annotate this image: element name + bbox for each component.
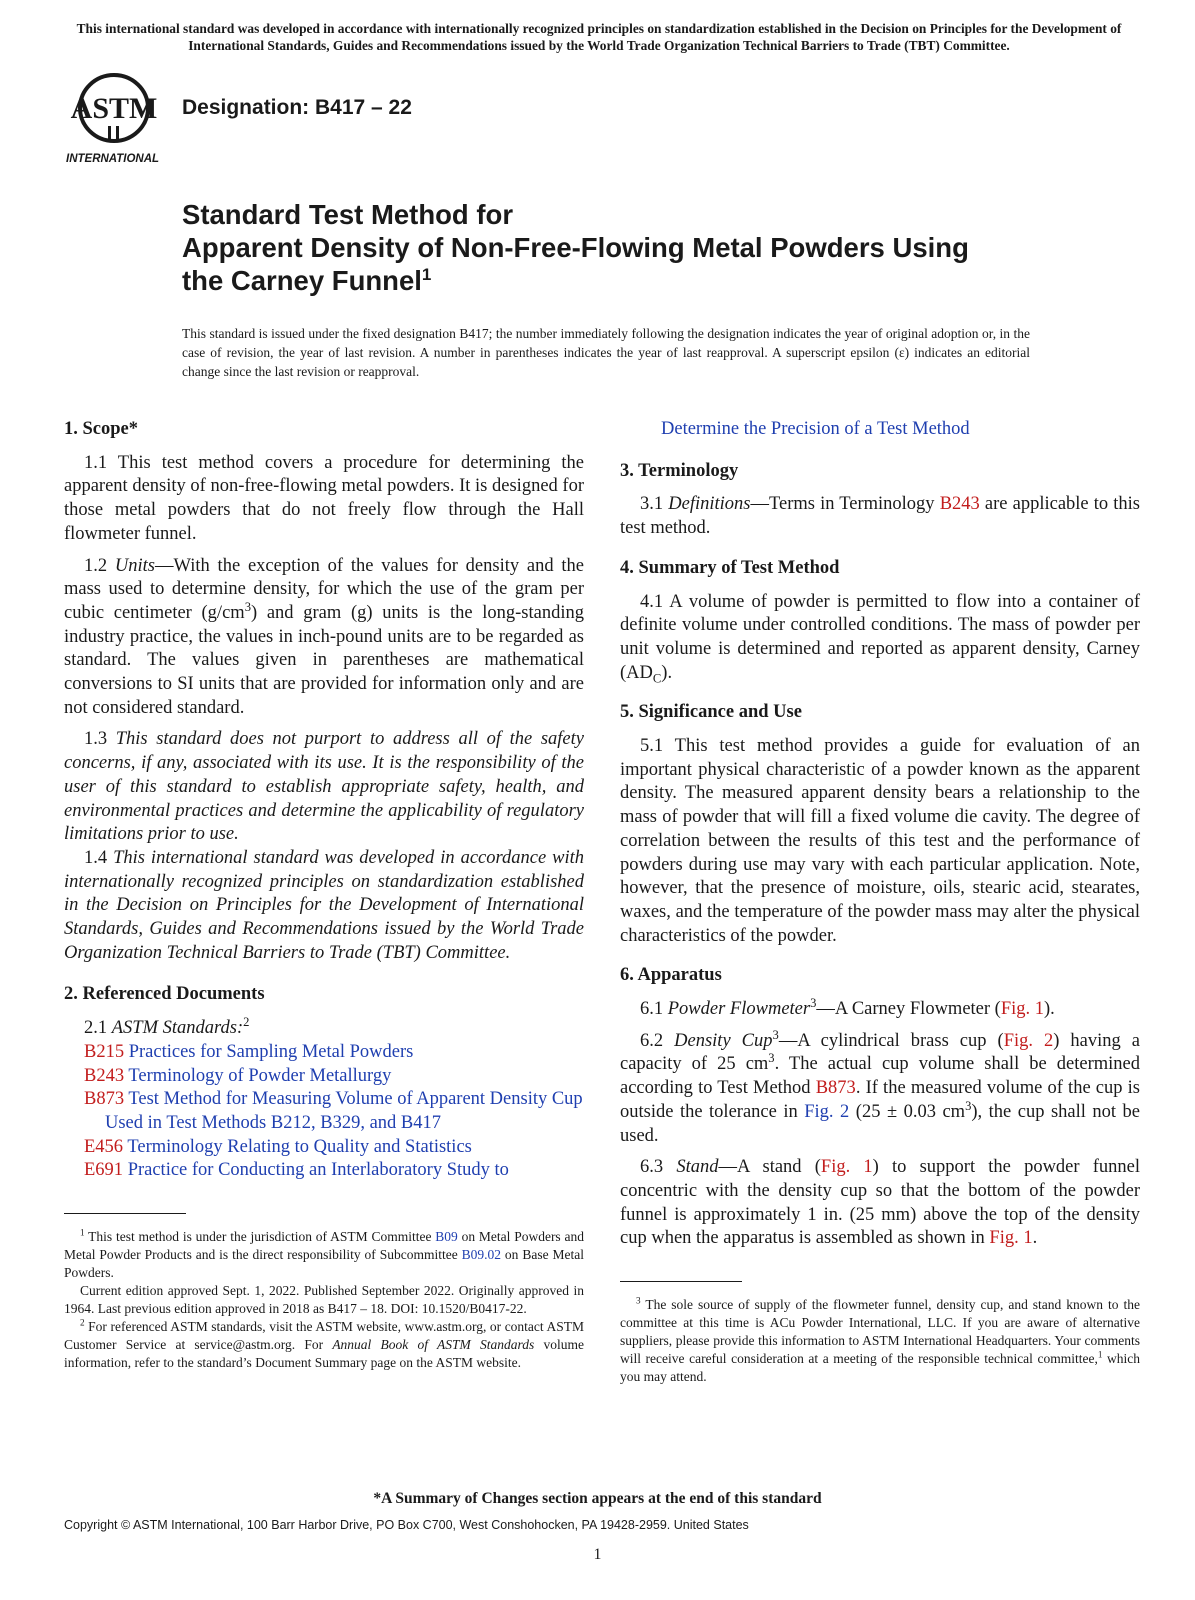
footnote-rule-left: [64, 1213, 186, 1214]
link-b09[interactable]: B09: [435, 1229, 458, 1245]
footnote-2: $^2$ For referenced ASTM standards, visit the ASTM website, www.astm.org, or contact ASTM Customer Service at service@astm.org. For Annual Book of ASTM Standards volume information, refer to the standard’s Document Summary page on the ASTM website.: [64, 1317, 584, 1371]
reference-e691[interactable]: E691 Practice for Conducting an Interlaboratory Study to: [84, 1160, 509, 1181]
link-fig-2[interactable]: Fig. 2: [1003, 1030, 1054, 1051]
paragraph-6-1: 6.1 Powder Flowmeter$^3$—A Carney Flowmeter (Fig. 1).: [640, 995, 1055, 1020]
reference-b243[interactable]: B243 Terminology of Powder Metallurgy: [84, 1065, 392, 1086]
svg-text:INTERNATIONAL: INTERNATIONAL: [66, 153, 160, 165]
section-1-heading: 1. Scope*: [64, 419, 138, 439]
designation: Designation: B417 – 22: [182, 96, 412, 119]
section-6-heading: 6. Apparatus: [620, 965, 722, 986]
svg-text:ASTM: ASTM: [70, 92, 158, 125]
paragraph-1-1: 1.1 This test method covers a procedure for determining the apparent density of non-free-flowing metal powders. It is designed for those metal powders that do not freely flow through the Hall flowmeter funnel.: [64, 452, 584, 544]
reference-e456[interactable]: E456 Terminology Relating to Quality and Statistics: [84, 1136, 472, 1157]
header-notice: This international standard was developed in accordance with internationally recognized principles on standardization established in the Decision on Principles for the Development of International Standards, Guides and Recommendations issued by the World Trade Organization Technical Barriers to Trade (TBT) Committee.: [76, 21, 1122, 53]
paragraph-6-2: 6.2 Density Cup$^3$—A cylindrical brass cup (Fig. 2) having a capacity of 25 $cm^3$. The actual cup volume shall be determined according to Test Method B873. If the measured volume of the cup is outside the tolerance in Fig. 2 (25 ± 0.03 $cm^3$), the cup shall not be used.: [620, 1027, 1141, 1146]
astm-logo-icon: [64, 68, 172, 168]
paragraph-6-3: 6.3 Stand—A stand (Fig. 1) to support the powder funnel concentric with the density cup so that the bottom of the powder funnel is approximately 1 in. (25 mm) above the top of the density cup when the apparatus is assembled as shown in Fig. 1.: [620, 1157, 1140, 1249]
title-line-1: Standard Test Method for: [182, 199, 514, 230]
footnote-1-current-edition: Current edition approved Sept. 1, 2022. Published September 2022. Originally approved in 1964. Last previous edition approved in 2018 as B417 – 18. DOI: 10.1520/B0417-22.: [64, 1283, 584, 1317]
paragraph-5-1: 5.1 This test method provides a guide for evaluation of an important physical characteristic of a powder known as the apparent density. The measured apparent density bears a relationship to the mass of powder that will fill a fixed volume die cavity. The degree of correlation between the results of this test and the performance of powders during use may vary with each particular application. Note, however, that the presence of moisture, oils, stearic acid, stearates, waxes, and the temperature of the powder mass may alter the physical characteristics of the powder.: [620, 736, 1140, 946]
paragraph-1-4: 1.4 This international standard was developed in accordance with internationally recognized principles on standardization established in the Decision on Principles for the Development of International Standards, Guides and Recommendations issued by the World Trade Organization Technical Barriers to Trade (TBT) Committee.: [64, 847, 585, 963]
link-fig-1-stand[interactable]: Fig. 1: [820, 1157, 873, 1178]
title-line-2: Apparent Density of Non-Free-Flowing Metal Powders Using: [182, 232, 969, 263]
right-column: [620, 418, 1140, 1386]
link-fig-2-tolerance[interactable]: Fig. 2: [804, 1101, 850, 1122]
document-title: [182, 198, 1082, 297]
footnote-3: $^3$ The sole source of supply of the flowmeter funnel, density cup, and stand known to the committee at this time is ACu Powder International, LLC. If you are aware of alternative suppliers, please provide this information to ASTM International Headquarters. Your comments will receive careful consideration at a meeting of the responsible technical committee,$^1$ which you may attend.: [620, 1295, 1140, 1385]
section-5-heading: 5. Significance and Use: [620, 702, 802, 723]
paragraph-1-2: 1.2 Units—With the exception of the values for density and the mass used to determine density, for which the use of the gram per cubic centimeter $(g/cm^3)$ and gram (g) units is the long-standing industry practice, the values in inch-pound units are to be regarded as standard. The values given in parentheses are mathematical conversions to SI units that are provided for information only and are not considered standard.: [64, 555, 584, 718]
reference-b215[interactable]: B215 Practices for Sampling Metal Powders: [84, 1041, 414, 1062]
left-column: [64, 418, 584, 1372]
link-b243[interactable]: B243: [939, 494, 980, 515]
page-number: 1: [593, 1546, 602, 1563]
section-4-heading: 4. Summary of Test Method: [620, 557, 840, 578]
paragraph-3-1: 3.1 Definitions—Terms in Terminology B243 are applicable to this test method.: [620, 494, 1140, 539]
copyright: Copyright © ASTM International, 100 Barr Harbor Drive, PO Box C700, West Conshohocken, PA 19428-2959. United States: [64, 1518, 749, 1532]
paragraph-2-1: 2.1 ASTM Standards:$^2$: [84, 1015, 250, 1039]
reference-b873[interactable]: B873 Test Method for Measuring Volume of Apparent Density Cup Used in Test Methods B212, B329, and B417: [84, 1089, 583, 1133]
reference-e691-continued[interactable]: Determine the Precision of a Test Method: [661, 419, 970, 439]
section-2-heading: 2. Referenced Documents: [64, 984, 265, 1005]
intro-paragraph: This standard is issued under the fixed designation B417; the number immediately following the designation indicates the year of original adoption or, in the case of revision, the year of last revision. A number in parentheses indicates the year of last reapproval. A superscript epsilon (ε) indicates an editorial change since the last revision or reapproval.: [182, 326, 1030, 379]
link-b873[interactable]: B873: [815, 1078, 856, 1099]
title-line-3: the Carney Funnel$^1$: [182, 264, 432, 296]
paragraph-4-1: 4.1 A volume of powder is permitted to flow into a container of definite volume under controlled conditions. The mass of powder per unit volume is determined and reported as apparent density, Carney $(AD_C)$.: [620, 591, 1140, 686]
link-fig-1[interactable]: Fig. 1: [1000, 999, 1045, 1020]
footnote-rule-right: [620, 1281, 742, 1282]
summary-of-changes-note: *A Summary of Changes section appears at the end of this standard: [373, 1490, 822, 1507]
section-3-heading: 3. Terminology: [620, 460, 739, 481]
astm-logo: [64, 68, 172, 168]
link-fig-1-assembled[interactable]: Fig. 1: [989, 1228, 1033, 1249]
link-b0902[interactable]: B09.02: [461, 1247, 502, 1263]
footnote-1: $^1$ This test method is under the jurisdiction of ASTM Committee B09 on Metal Powders and Metal Powder Products and is the direct responsibility of Subcommittee B09.02 on Base Metal Powders.: [64, 1227, 585, 1281]
paragraph-1-3: 1.3 This standard does not purport to address all of the safety concerns, if any, associated with its use. It is the responsibility of the user of this standard to establish appropriate safety, health, and environmental practices and determine the applicability of regulatory limitations prior to use.: [64, 729, 584, 845]
